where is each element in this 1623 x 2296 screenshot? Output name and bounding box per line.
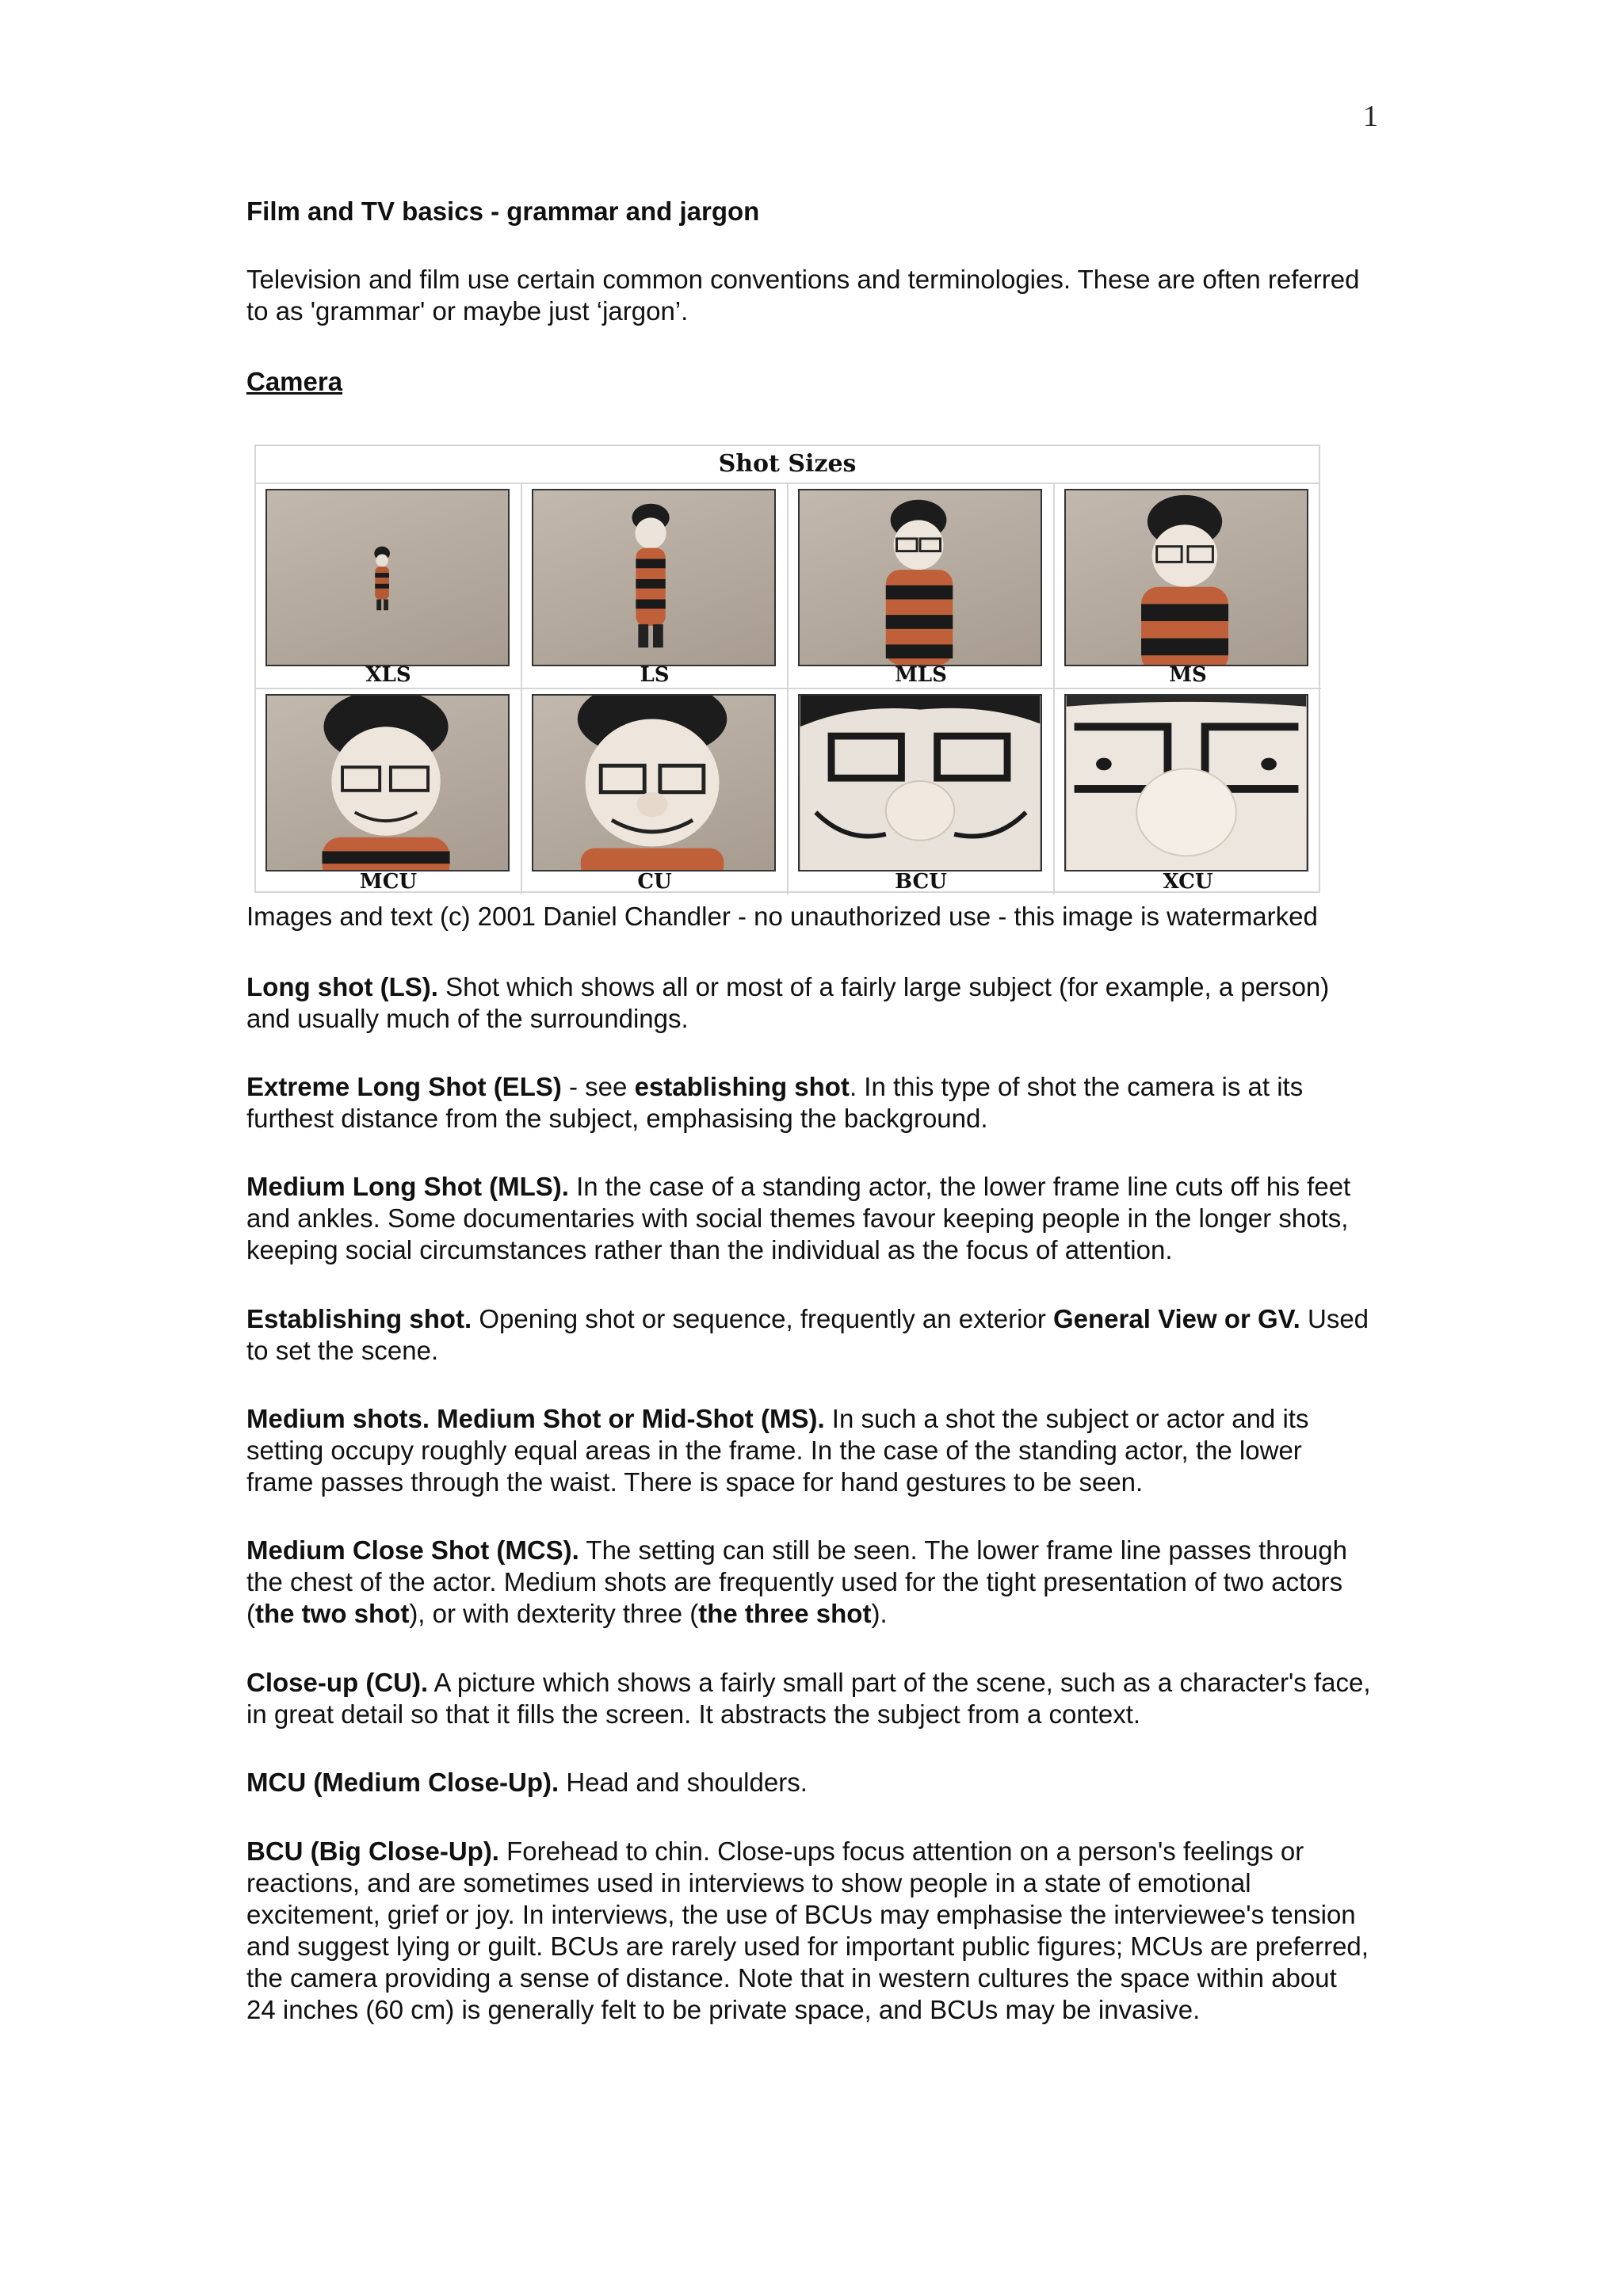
shot-cell-mcu xyxy=(256,689,522,894)
shot-cell-ls xyxy=(522,484,789,689)
label-bcu: BCU xyxy=(895,870,947,894)
entry-term-ref: the two shot xyxy=(255,1599,410,1628)
label-xls: XLS xyxy=(365,663,411,687)
entry-text: In the case of a standing actor, the lower frame line cuts off his feet and ankles. Some documentaries with social themes favour keeping people in the longer shots, keeping social circumstances rather than the individual as the focus of attention. xyxy=(246,1172,1351,1264)
entry-text: . In this type of shot the camera is at its furthest distance from the subject, emphasising the background. xyxy=(246,1072,1304,1133)
entry-term: Medium Long Shot (MLS). xyxy=(246,1172,569,1201)
figurine-image-ms xyxy=(1066,490,1307,665)
entry-text: A picture which shows a fairly small part of the scene, such as a character's face, in great detail so that it fills the screen. It abstracts the subject from a context. xyxy=(246,1668,1371,1729)
intro-paragraph: Television and film use certain common conventions and terminologies. These are often referred to as 'grammar' or maybe just ‘jargon’. xyxy=(246,265,1360,326)
entry-term-ref: establishing shot xyxy=(634,1072,850,1101)
shot-cell-mls xyxy=(789,484,1055,689)
figurine-image-mcu xyxy=(267,696,508,870)
entry-text: ), or with dexterity three ( xyxy=(409,1599,699,1628)
thumbnail-bcu xyxy=(798,694,1042,871)
shot-cell-cu xyxy=(522,689,789,894)
entry-term: Extreme Long Shot (ELS) xyxy=(246,1072,562,1101)
shot-cell-xls xyxy=(256,484,522,689)
entry-text: The setting can still be seen. The lower frame line passes through the chest of the actor. Medium shots are frequently used for the tight presentation of two actors ( xyxy=(246,1535,1347,1628)
entry-extreme-long-shot xyxy=(246,1071,1372,1135)
entry-term: MCU (Medium Close-Up). xyxy=(246,1768,559,1797)
entry-text: Used to set the scene. xyxy=(246,1304,1369,1365)
entry-term: Medium Close Shot (MCS). xyxy=(246,1535,579,1565)
thumbnail-ms xyxy=(1064,489,1308,666)
figurine-image-mls xyxy=(800,490,1041,665)
figurine-image-cu xyxy=(533,696,774,870)
entry-text: - see xyxy=(561,1072,635,1101)
figure-caption: Images and text (c) 2001 Daniel Chandler - no unauthorized use - this image is watermarked xyxy=(246,902,1318,931)
thumbnail-ls xyxy=(532,489,776,666)
label-ms: MS xyxy=(1169,663,1207,687)
entry-text: Forehead to chin. Close-ups focus attention on a person's feelings or reactions, and are sometimes used in interviews to show people in a state of emotional excitement, grief or joy. In interviews, the use of BCUs may emphasise the interviewee's tension and suggest lying or guilt. BCUs are rarely used for important public figures; MCUs are preferred, the camera providing a sense of distance. Note that in western cultures the space within about 24 inches (60 cm) is generally felt to be private space, and BCUs may be invasive. xyxy=(246,1836,1369,2024)
thumbnail-mls xyxy=(798,489,1042,666)
entry-text: In such a shot the subject or actor and its setting occupy roughly equal areas in the frame. In the case of the standing actor, the lower frame passes through the waist. There is space for hand gestures to be seen. xyxy=(246,1404,1309,1497)
shot-sizes-figure xyxy=(254,444,1320,893)
shot-cell-xcu xyxy=(1055,689,1321,894)
entry-term: BCU (Big Close-Up). xyxy=(246,1836,499,1866)
thumbnail-cu xyxy=(532,694,776,871)
entry-term-ref: the three shot xyxy=(698,1599,872,1628)
entry-medium-shot xyxy=(246,1403,1372,1498)
thumbnail-mcu xyxy=(265,694,510,871)
shot-cell-ms xyxy=(1055,484,1321,689)
entry-term-ref: General View or GV. xyxy=(1053,1304,1300,1333)
entry-term: Close-up (CU). xyxy=(246,1668,429,1697)
label-cu: CU xyxy=(637,870,672,894)
entry-text: Shot which shows all or most of a fairly large subject (for example, a person) and usually much of the surroundings. xyxy=(246,972,1330,1033)
entry-term: Long shot (LS). xyxy=(246,972,438,1001)
entry-long-shot xyxy=(246,971,1372,1035)
page-number: 1 xyxy=(1363,100,1378,133)
entry-text: Head and shoulders. xyxy=(559,1768,808,1797)
entry-medium-close-shot xyxy=(246,1535,1372,1630)
entry-establishing-shot xyxy=(246,1303,1372,1367)
figure-title: Shot Sizes xyxy=(256,446,1319,484)
entry-big-close-up xyxy=(246,1836,1372,2026)
entry-text: ). xyxy=(871,1599,888,1628)
shot-cell-bcu xyxy=(789,689,1055,894)
figurine-image-bcu xyxy=(800,696,1041,870)
entry-term: Establishing shot. xyxy=(246,1304,472,1333)
label-mcu: MCU xyxy=(359,870,418,894)
entry-term: Medium shots. Medium Shot or Mid-Shot (MS). xyxy=(246,1404,825,1433)
label-xcu: XCU xyxy=(1163,870,1213,894)
label-mls: MLS xyxy=(895,663,947,687)
document-title: Film and TV basics - grammar and jargon xyxy=(246,196,760,226)
section-heading-camera: Camera xyxy=(246,367,343,396)
label-ls: LS xyxy=(640,663,670,687)
figurine-image-xls xyxy=(267,490,508,665)
entry-medium-close-up xyxy=(246,1767,1372,1798)
figurine-image-xcu xyxy=(1066,696,1307,870)
figurine-image-ls xyxy=(533,490,774,665)
entry-medium-long-shot xyxy=(246,1171,1372,1266)
thumbnail-xcu xyxy=(1064,694,1308,871)
entry-close-up xyxy=(246,1667,1372,1730)
thumbnail-xls xyxy=(265,489,510,666)
entry-text: Opening shot or sequence, frequently an exterior xyxy=(472,1304,1053,1333)
